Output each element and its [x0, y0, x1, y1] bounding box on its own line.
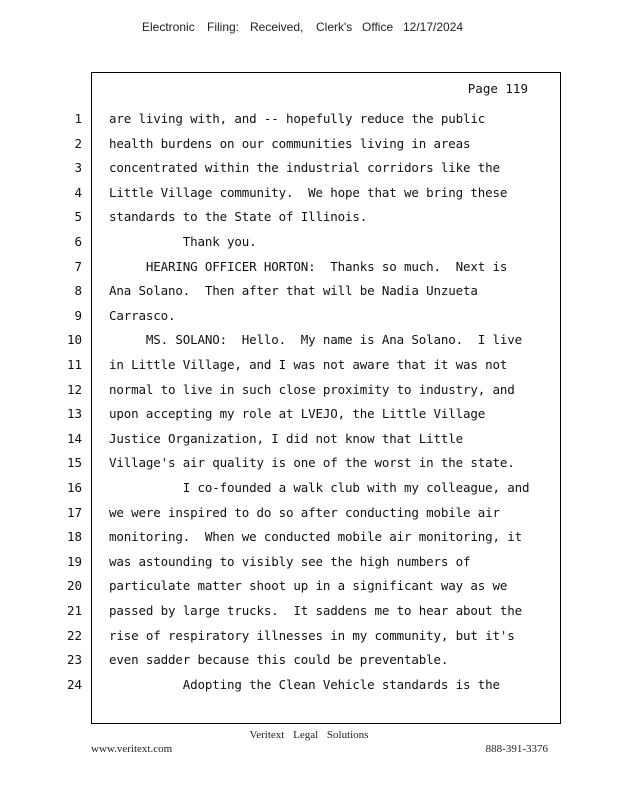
transcript-line: are living with, and -- hopefully reduce the public [109, 111, 486, 126]
line-number: 22 [66, 628, 82, 643]
line-number: 10 [66, 332, 82, 347]
line-number: 13 [66, 406, 82, 421]
transcript-line: concentrated within the industrial corridors like the [109, 160, 500, 175]
transcript-line: Carrasco. [109, 308, 176, 323]
transcript-line: we were inspired to do so after conducting mobile air [109, 505, 500, 520]
footer-website: www.veritext.com [91, 743, 173, 755]
transcript-line: was astounding to visibly see the high numbers of [109, 554, 471, 569]
line-number: 18 [66, 529, 82, 544]
transcript-line: Thank you. [109, 234, 257, 249]
line-number: 4 [74, 185, 82, 200]
filing-stamp-header [0, 20, 618, 38]
transcript-line: health burdens on our communities living in areas [109, 136, 471, 151]
transcript-line: monitoring. When we conducted mobile air monitoring, it [109, 529, 523, 544]
line-number: 2 [74, 136, 82, 151]
line-number: 20 [66, 578, 82, 593]
line-number: 14 [66, 431, 82, 446]
line-number: 23 [66, 652, 82, 667]
transcript-line: Justice Organization, I did not know that Little [109, 431, 464, 446]
line-number: 19 [66, 554, 82, 569]
header-date: 12/17/2024 [403, 20, 464, 34]
transcript-line: rise of respiratory illnesses in my community, but it's [109, 628, 515, 643]
transcript-line: upon accepting my role at LVEJO, the Little Village [109, 406, 486, 421]
footer-company: Veritext Legal Solutions [249, 729, 369, 741]
transcript-line: even sadder because this could be preventable. [109, 652, 449, 667]
line-number: 6 [74, 234, 82, 249]
line-number: 3 [74, 160, 82, 175]
line-number: 24 [66, 677, 82, 692]
line-number: 9 [74, 308, 82, 323]
line-number: 7 [74, 259, 82, 274]
transcript-line: standards to the State of Illinois. [109, 209, 368, 224]
line-number: 17 [66, 505, 82, 520]
transcript-line: Little Village community. We hope that we bring these [109, 185, 508, 200]
transcript-line: in Little Village, and I was not aware that it was not [109, 357, 508, 372]
footer-phone: 888-391-3376 [485, 743, 548, 755]
header-electronic: Electronic [142, 20, 195, 34]
line-number: 21 [66, 603, 82, 618]
transcript-line: normal to live in such close proximity to industry, and [109, 382, 515, 397]
header-clerks: Clerk's [316, 20, 353, 34]
transcript-line: I co-founded a walk club with my colleague, and [109, 480, 530, 495]
line-number: 16 [66, 480, 82, 495]
transcript-line: Adopting the Clean Vehicle standards is the [109, 677, 500, 692]
line-number: 12 [66, 382, 82, 397]
line-number: 5 [74, 209, 82, 224]
line-number: 8 [74, 283, 82, 298]
header-received: Received, [250, 20, 304, 34]
transcript-line: Ana Solano. Then after that will be Nadia Unzueta [109, 283, 478, 298]
transcript-line: Village's air quality is one of the worst in the state. [109, 455, 515, 470]
transcript-line: passed by large trucks. It saddens me to hear about the [109, 603, 523, 618]
header-office: Office [362, 20, 394, 34]
transcript-line: MS. SOLANO: Hello. My name is Ana Solano. I live [109, 332, 523, 347]
line-number: 15 [66, 455, 82, 470]
transcript-line: HEARING OFFICER HORTON: Thanks so much. Next is [109, 259, 508, 274]
transcript-line: particulate matter shoot up in a significant way as we [109, 578, 508, 593]
header-filing: Filing: [207, 20, 240, 34]
page-number: Page 119 [467, 81, 528, 96]
line-number: 1 [74, 111, 82, 126]
line-number: 11 [66, 357, 82, 372]
